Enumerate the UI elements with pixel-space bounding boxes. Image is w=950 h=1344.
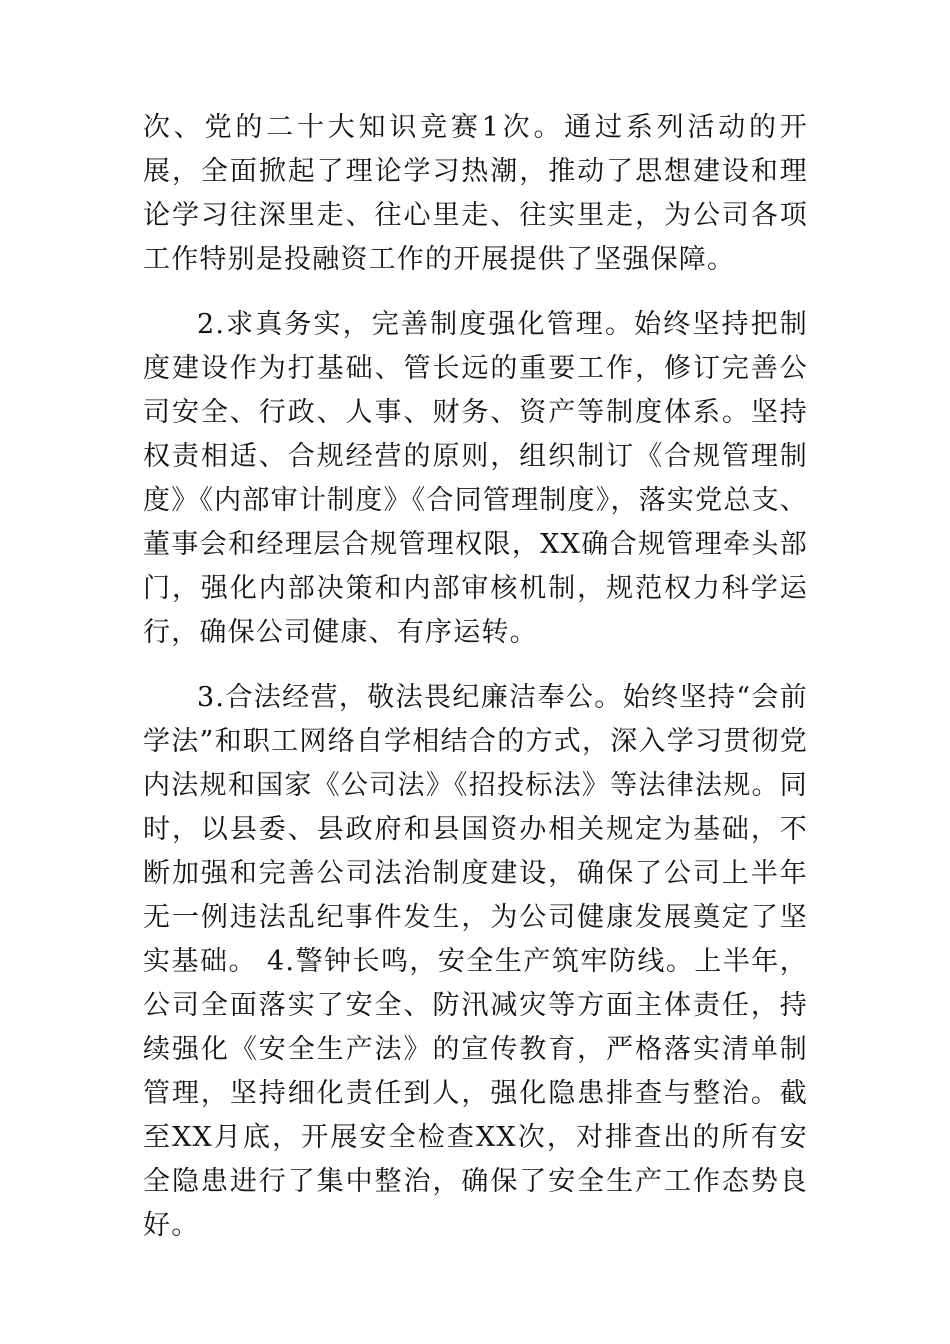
paragraph-spacer xyxy=(143,655,808,676)
paragraph-rules-management: 2.求真务实，完善制度强化管理。始终坚持把制度建设作为打基础、管长远的重要工作，修订完善公司安全、行政、人事、财务、资产等制度体系。坚持权责相适、合规经营的原则，组织制订《合规管理制度》《内部审计制度》《合同管理制度》，落实党总支、董事会和经理层合规管理权限，XX确合规管理牵头部门，强化内部决策和内部审核机制，规范权力科学运行，确保公司健康、有序运转。 xyxy=(143,309,808,648)
document-body xyxy=(143,106,808,1248)
paragraph-continued: 次、党的二十大知识竞赛1次。通过系列活动的开展，全面掀起了理论学习热潮，推动了思想建设和理论学习往深里走、往心里走、往实里走，为公司各项工作特别是投融资工作的开展提供了坚强保障。 xyxy=(143,112,808,275)
paragraph-legal-operation: 3.合法经营，敬法畏纪廉洁奉公。始终坚持“会前学法”和职工网络自学相结合的方式，深入学习贯彻党内法规和国家《公司法》《招投标法》等法律法规。同时，以县委、县政府和县国资办相关规定为基础，不断加强和完善公司法治制度建设，确保了公司上半年无一例违法乱纪事件发生，为公司健康发展奠定了坚实基础。 4.警钟长鸣，安全生产筑牢防线。上半年，公司全面落实了安全、防汛减灾等方面主体责任，持续强化《安全生产法》的宣传教育，严格落实清单制管理，坚持细化责任到人，强化隐患排查与整治。截至XX月底，开展安全检查XX次，对排查出的所有安全隐患进行了集中整治，确保了安全生产工作态势良好。 xyxy=(143,682,808,1241)
paragraph-spacer xyxy=(143,282,808,303)
